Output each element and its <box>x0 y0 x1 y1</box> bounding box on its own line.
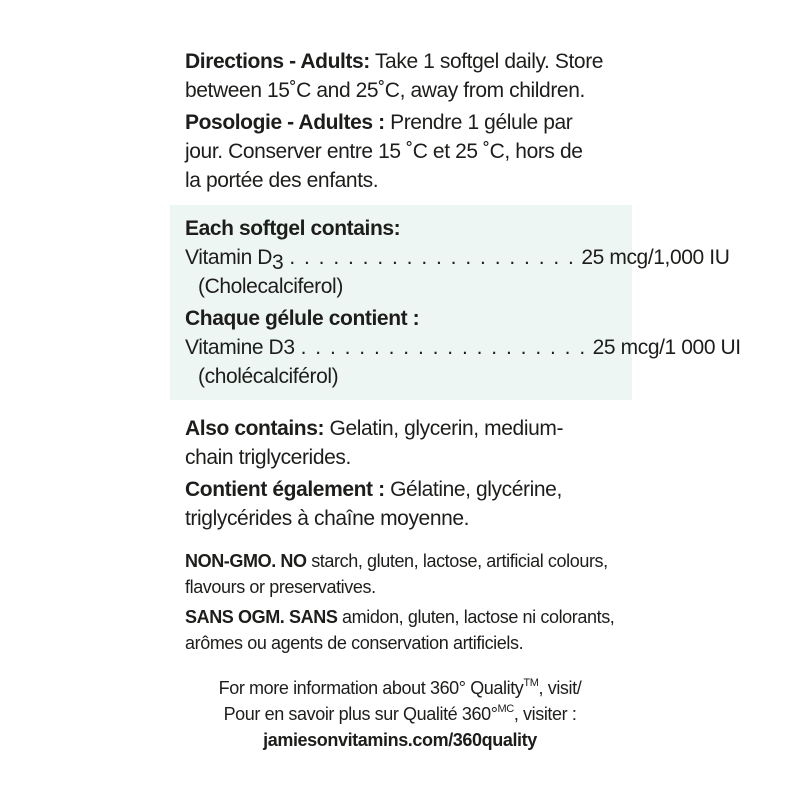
also-contains-en-text-2: chain triglycerides. <box>185 446 351 469</box>
also-contains-en-heading: Also contains: <box>185 417 325 440</box>
ingredients-fr-heading: Chaque gélule contient : <box>185 307 420 330</box>
free-from-fr <box>185 604 625 656</box>
leader-dots: . . . . . . . . . . . . . . . . . . . . <box>300 336 587 359</box>
directions-fr-heading: Posologie - Adultes : <box>185 111 385 134</box>
ingredient-row-en <box>185 243 730 275</box>
ingredient-en-amount: 25 mcg/1,000 IU <box>581 246 730 269</box>
footer-line-en: For more information about 360° Quality™, visit/ <box>218 677 582 698</box>
directions-fr-text-3: la portée des enfants. <box>185 169 379 192</box>
no-label: NO <box>275 551 307 571</box>
ingredient-fr-amount: 25 mcg/1 000 UI <box>592 336 741 359</box>
sans-label: SANS <box>284 607 338 627</box>
directions-en-heading: Directions - Adults: <box>185 50 370 73</box>
directions-fr <box>185 108 625 195</box>
non-gmo-label: NON-GMO. <box>185 551 276 571</box>
directions-en <box>185 47 625 105</box>
directions-en-text-1: Take 1 softgel daily. Store <box>369 50 604 73</box>
ingredients-section <box>185 214 741 391</box>
also-contains-fr-heading: Contient également : <box>185 478 385 501</box>
directions-fr-text-1: Prendre 1 gélule par <box>384 111 573 134</box>
free-from-fr-text-1: amidon, gluten, lactose ni colorants, <box>337 607 615 627</box>
mc-mark: MC <box>497 703 514 715</box>
ingredient-en-subscript: 3 <box>272 251 284 275</box>
leader-dots: . . . . . . . . . . . . . . . . . . . . <box>289 246 576 269</box>
ingredient-fr-name: Vitamine D3 <box>185 336 295 359</box>
free-from-section <box>185 548 625 656</box>
footer-line-fr: Pour en savoir plus sur Qualité 360°$^{MC}$, visiter : <box>223 703 577 724</box>
also-contains-fr-text-1: Gélatine, glycérine, <box>384 478 562 501</box>
ingredient-fr-form: (cholécalciférol) <box>198 365 339 388</box>
ingredient-en-name: Vitamin $D_3$ <box>185 246 284 275</box>
also-contains-fr-text-2: triglycérides à chaîne moyenne. <box>185 507 470 530</box>
sans-ogm-label: SANS OGM. <box>185 607 285 627</box>
free-from-en-text-1: starch, gluten, lactose, artificial colours, <box>306 551 608 571</box>
free-from-fr-text-2: arômes ou agents de conservation artificiels. <box>185 633 524 653</box>
also-contains-section <box>185 414 625 533</box>
ingredients-en-heading: Each softgel contains: <box>185 217 401 240</box>
also-contains-en <box>185 414 625 472</box>
quality-footer <box>150 675 650 753</box>
website-link[interactable]: jamiesonvitamins.com/360quality <box>263 730 537 750</box>
also-contains-en-text-1: Gelatin, glycerin, medium- <box>324 417 564 440</box>
directions-section <box>185 47 625 195</box>
trademark-mark: TM <box>523 677 539 689</box>
ingredient-row-fr <box>185 333 741 362</box>
free-from-en-text-2: flavours or preservatives. <box>185 577 376 597</box>
directions-en-text-2: between 15˚C and 25˚C, away from children. <box>185 79 585 102</box>
also-contains-fr <box>185 475 625 533</box>
directions-fr-text-2: jour. Conserver entre 15 ˚C et 25 ˚C, hors de <box>185 140 583 163</box>
free-from-en <box>185 548 625 600</box>
ingredient-en-form: (Cholecalciferol) <box>198 275 343 298</box>
